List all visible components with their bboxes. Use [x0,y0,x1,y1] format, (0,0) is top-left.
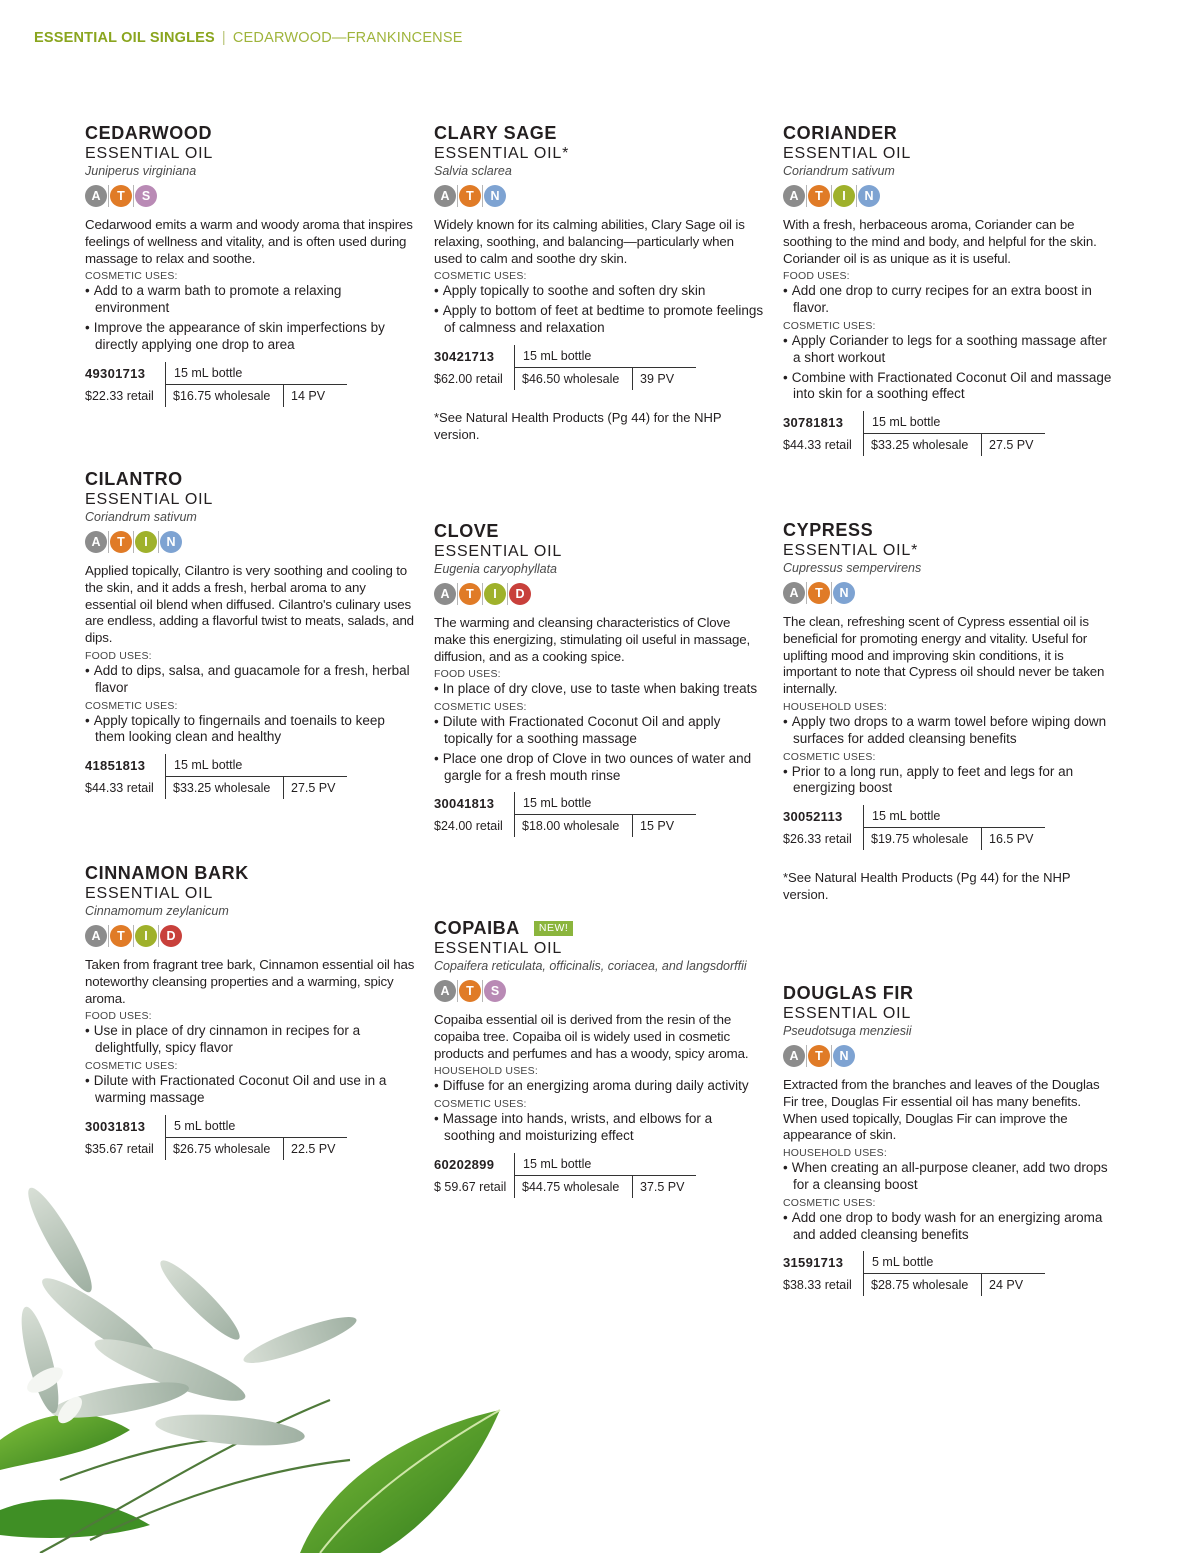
new-badge: NEW! [534,921,573,936]
wholesale-price: $26.75 wholesale [165,1138,283,1160]
uses-list [434,714,764,784]
usage-badge-a: A [434,980,456,1002]
uses-label: COSMETIC USES: [85,1059,178,1072]
uses-label: FOOD USES: [85,1010,152,1023]
page-header [34,30,463,46]
product-coriander [783,122,1113,456]
bottle-size: 15 mL bottle [514,792,696,815]
product-title-row [85,122,415,144]
latin-name: Pseudotsuga menziesii [783,1024,912,1038]
product-type: ESSENTIAL OIL* [783,542,919,559]
pv-value: 39 PV [632,368,674,390]
product-type: ESSENTIAL OIL [85,885,214,902]
usage-badge-n: N [833,582,855,604]
badge-divider [806,582,807,604]
badge-divider [806,185,807,207]
use-item: • Add one drop to curry recipes for an extra boost in flavor. [783,283,1113,317]
sku: 30031813 [85,1118,146,1134]
bottle-size: 15 mL bottle [863,411,1045,434]
uses-list [783,764,1113,798]
uses-label: COSMETIC USES: [434,270,527,283]
usage-badge-a: A [85,531,107,553]
latin-name: Cinnamomum zeylanicum [85,904,229,918]
product-cedarwood [85,122,415,407]
retail-price: $62.00 retail [434,371,503,386]
uses-label: FOOD USES: [783,270,850,283]
uses-label: HOUSEHOLD USES: [783,700,887,713]
pv-value: 37.5 PV [632,1176,684,1198]
product-description: Taken from fragrant tree bark, Cinnamon essential oil has noteworthy cleansing properties and a warming, spicy aroma. [85,957,415,1006]
product-description: Widely known for its calming abilities, Clary Sage oil is relaxing, soothing, and balancing—particularly when used to calm and soothe dry skin. [434,217,745,266]
pv-value: 14 PV [283,385,325,407]
uses-label: COSMETIC USES: [783,319,876,332]
use-item: • Add to a warm bath to promote a relaxing environment [85,283,415,317]
bottle-size: 5 mL bottle [863,1251,1045,1274]
pv-value: 27.5 PV [981,434,1033,456]
product-type: ESSENTIAL OIL [85,145,214,162]
badge-divider [108,185,109,207]
wholesale-price: $16.75 wholesale [165,385,283,407]
use-item: • Apply Coriander to legs for a soothing massage after a short workout [783,333,1113,367]
herb-photo [0,1180,560,1553]
usage-badges [85,924,415,948]
usage-badge-t: T [459,583,481,605]
product-description: The warming and cleansing characteristics of Clove make this energizing, stimulating oil useful in massage, diffusion, and as a cooking spice. [434,615,751,664]
sku: 49301713 [85,365,146,381]
usage-badges [85,184,415,208]
product-clary [434,122,764,443]
wholesale-price: $46.50 wholesale [514,368,632,390]
usage-badge-a: A [783,582,805,604]
retail-price: $26.33 retail [783,832,852,847]
latin-name: Salvia sclarea [434,164,512,178]
product-name: CLARY SAGE [434,123,558,143]
uses-label: COSMETIC USES: [783,1196,876,1209]
uses-list [85,1073,415,1107]
usage-badges [434,184,764,208]
badge-divider [108,531,109,553]
uses-list [783,1210,1113,1244]
badge-divider [507,583,508,605]
badge-divider [457,185,458,207]
sku: 30781813 [783,415,844,431]
usage-badge-i: I [833,185,855,207]
price-table [434,792,696,837]
bottle-size: 15 mL bottle [514,1153,696,1176]
use-item: • Dilute with Fractionated Coconut Oil and use in a warming massage [85,1073,415,1107]
product-type: ESSENTIAL OIL* [434,145,570,162]
wholesale-price: $33.25 wholesale [863,434,981,456]
badge-divider [108,925,109,947]
use-item: • Place one drop of Clove in two ounces of water and gargle for a fresh mouth rinse [434,751,764,785]
latin-name: Eugenia caryophyllata [434,562,557,576]
price-table [783,1251,1045,1296]
usage-badges [434,979,764,1003]
wholesale-price: $28.75 wholesale [863,1274,981,1296]
product-name: CEDARWOOD [85,123,213,143]
usage-badge-a: A [783,185,805,207]
uses-list [434,1111,764,1145]
uses-label: HOUSEHOLD USES: [434,1065,538,1078]
section-title: ESSENTIAL OIL SINGLES [34,30,215,46]
subsection-title: CEDARWOOD—FRANKINCENSE [232,30,463,46]
product-douglas [783,982,1113,1296]
use-item: • Diffuse for an energizing aroma during daily activity [434,1078,764,1095]
retail-price: $22.33 retail [85,388,154,403]
badge-divider [133,531,134,553]
badge-divider [158,925,159,947]
product-title-row [783,982,1113,1004]
uses-label: COSMETIC USES: [434,1098,527,1111]
product-type: ESSENTIAL OIL [783,1005,912,1022]
use-item: • Apply topically to fingernails and toenails to keep them looking clean and healthy [85,713,415,747]
retail-price: $38.33 retail [783,1278,852,1293]
retail-price: $44.33 retail [783,438,852,453]
product-cilantro [85,468,415,799]
use-item: • Use in place of dry cinnamon in recipes for a delightfully, spicy flavor [85,1023,415,1057]
wholesale-price: $18.00 wholesale [514,815,632,837]
sku: 30421713 [434,348,495,364]
usage-badges [783,184,1113,208]
uses-list [434,1078,764,1095]
usage-badge-d: D [160,925,182,947]
usage-badge-n: N [160,531,182,553]
usage-badge-s: S [484,980,506,1002]
uses-list [85,283,415,353]
product-description: Cedarwood emits a warm and woody aroma that inspires feelings of wellness and vitality, and is often used during massage to relax and soothe. [85,217,413,266]
product-name: CLOVE [434,521,500,541]
price-table [434,1153,696,1198]
badge-divider [856,185,857,207]
uses-label: FOOD USES: [85,649,152,662]
uses-label: COSMETIC USES: [434,701,527,714]
header-separator: | [221,30,226,46]
price-table [85,754,347,799]
uses-list [434,283,764,336]
badge-divider [831,582,832,604]
badge-divider [806,1045,807,1067]
usage-badge-t: T [459,185,481,207]
product-title-row [85,862,415,884]
product-title-row [434,917,764,939]
pv-value: 22.5 PV [283,1138,335,1160]
usage-badges [434,582,764,606]
use-item: • Dilute with Fractionated Coconut Oil and apply topically for a soothing massage [434,714,764,748]
usage-badge-a: A [434,583,456,605]
uses-label: HOUSEHOLD USES: [783,1147,887,1160]
product-description: Copaiba essential oil is derived from the resin of the copaiba tree. Copaiba oil is widely used in cosmetic products and perfumes and has a woody, spicy aroma. [434,1012,749,1061]
use-item: • In place of dry clove, use to taste when baking treats [434,681,764,698]
product-description: The clean, refreshing scent of Cypress essential oil is beneficial for promoting energy and vitality. Useful for uplifting mood and improving skin conditions, it is important to note that Cypress oil should never be taken internally. [783,614,1105,697]
wholesale-price: $33.25 wholesale [165,777,283,799]
use-item: • Apply to bottom of feet at bedtime to promote feelings of calmness and relaxation [434,303,764,337]
badge-divider [831,185,832,207]
usage-badge-s: S [135,185,157,207]
retail-price: $44.33 retail [85,781,154,796]
usage-badge-n: N [484,185,506,207]
usage-badges [85,530,415,554]
latin-name: Copaifera reticulata, officinalis, coriacea, and langsdorffii [434,959,747,973]
bottle-size: 5 mL bottle [165,1115,347,1138]
uses-label: COSMETIC USES: [85,699,178,712]
product-description: Extracted from the branches and leaves of the Douglas Fir tree, Douglas Fir essential oil has many benefits. When used topically, Douglas Fir can improve the appearance of skin. [783,1077,1100,1143]
bottle-size: 15 mL bottle [863,805,1045,828]
product-description: Applied topically, Cilantro is very soothing and cooling to the skin, and it adds a fresh, herbal aroma to any essential oil blend when diffused. Cilantro's culinary uses are endless, adding a flavorful twist to meats, salads, and dips. [85,563,414,646]
badge-divider [482,583,483,605]
uses-list [85,713,415,747]
usage-badge-a: A [85,185,107,207]
product-type: ESSENTIAL OIL [85,491,214,508]
uses-list [783,283,1113,317]
use-item: • Apply topically to soothe and soften dry skin [434,283,764,300]
product-name: CORIANDER [783,123,898,143]
sku: 30041813 [434,796,495,812]
latin-name: Juniperus virginiana [85,164,197,178]
uses-list [783,333,1113,403]
usage-badge-n: N [833,1045,855,1067]
badge-divider [158,531,159,553]
retail-price: $24.00 retail [434,819,503,834]
wholesale-price: $44.75 wholesale [514,1176,632,1198]
product-name: CINNAMON BARK [85,863,249,883]
badge-divider [457,583,458,605]
sku: 31591713 [783,1255,844,1271]
usage-badge-t: T [808,185,830,207]
product-title-row [434,122,764,144]
badge-divider [482,185,483,207]
usage-badge-t: T [808,582,830,604]
uses-label: FOOD USES: [434,668,501,681]
uses-list [783,714,1113,748]
product-title-row [783,122,1113,144]
badge-divider [831,1045,832,1067]
product-type: ESSENTIAL OIL [434,940,563,957]
uses-label: COSMETIC USES: [783,750,876,763]
usage-badge-t: T [110,925,132,947]
use-item: • Add to dips, salsa, and guacamole for a fresh, herbal flavor [85,663,415,697]
badge-divider [133,185,134,207]
product-clove [434,520,764,837]
price-table [85,362,347,407]
nhp-note: *See Natural Health Products (Pg 44) for the NHP version. [783,870,1071,902]
product-name: DOUGLAS FIR [783,983,914,1003]
product-title-row [783,519,1113,541]
product-description: With a fresh, herbaceous aroma, Coriander can be soothing to the mind and body, and helpful for the skin. Coriander oil is as unique as it is useful. [783,217,1097,266]
uses-list [85,1023,415,1057]
bottle-size: 15 mL bottle [165,754,347,777]
usage-badge-i: I [135,531,157,553]
bottle-size: 15 mL bottle [514,345,696,368]
use-item: • Improve the appearance of skin imperfections by directly applying one drop to area [85,320,415,354]
usage-badge-i: I [484,583,506,605]
price-table [85,1115,347,1160]
latin-name: Coriandrum sativum [783,164,895,178]
product-title-row [85,468,415,490]
product-type: ESSENTIAL OIL [783,145,912,162]
usage-badge-t: T [110,531,132,553]
pv-value: 15 PV [632,815,674,837]
usage-badge-i: I [135,925,157,947]
retail-price: $ 59.67 retail [434,1179,507,1194]
product-name: CILANTRO [85,469,183,489]
usage-badge-a: A [434,185,456,207]
uses-list [783,1160,1113,1194]
latin-name: Coriandrum sativum [85,510,197,524]
retail-price: $35.67 retail [85,1141,154,1156]
badge-divider [482,980,483,1002]
usage-badge-t: T [110,185,132,207]
usage-badges [783,1044,1113,1068]
usage-badge-t: T [459,980,481,1002]
product-cinnamon [85,862,415,1160]
sku: 30052113 [783,809,843,825]
price-table [434,345,696,390]
sku: 60202899 [434,1156,495,1172]
usage-badge-d: D [509,583,531,605]
latin-name: Cupressus sempervirens [783,561,922,575]
badge-divider [457,980,458,1002]
pv-value: 27.5 PV [283,777,335,799]
product-cypress [783,519,1113,904]
nhp-note: *See Natural Health Products (Pg 44) for the NHP version. [434,409,722,442]
uses-label: COSMETIC USES: [85,270,178,283]
uses-list [85,663,415,697]
use-item: • When creating an all-purpose cleaner, add two drops for a cleansing boost [783,1160,1113,1194]
sku: 41851813 [85,758,146,774]
pv-value: 16.5 PV [981,828,1033,850]
product-type: ESSENTIAL OIL [434,543,563,560]
use-item: • Add one drop to body wash for an energizing aroma and added cleansing benefits [783,1210,1113,1244]
price-table [783,411,1045,456]
usage-badges [783,581,1113,605]
usage-badge-t: T [808,1045,830,1067]
usage-badge-a: A [85,925,107,947]
product-copaiba [434,917,764,1198]
uses-list [434,681,764,698]
pv-value: 24 PV [981,1274,1023,1296]
usage-badge-n: N [858,185,880,207]
use-item: • Massage into hands, wrists, and elbows for a soothing and moisturizing effect [434,1111,764,1145]
bottle-size: 15 mL bottle [165,362,347,385]
wholesale-price: $19.75 wholesale [863,828,981,850]
use-item: • Combine with Fractionated Coconut Oil and massage into skin for a soothing effect [783,370,1113,404]
use-item: • Prior to a long run, apply to feet and legs for an energizing boost [783,764,1113,798]
product-title-row [434,520,764,542]
use-item: • Apply two drops to a warm towel before wiping down surfaces for added cleansing benefits [783,714,1113,748]
product-name: CYPRESS [783,520,874,540]
price-table [783,805,1045,850]
usage-badge-a: A [783,1045,805,1067]
badge-divider [133,925,134,947]
product-name: COPAIBA [434,918,520,938]
